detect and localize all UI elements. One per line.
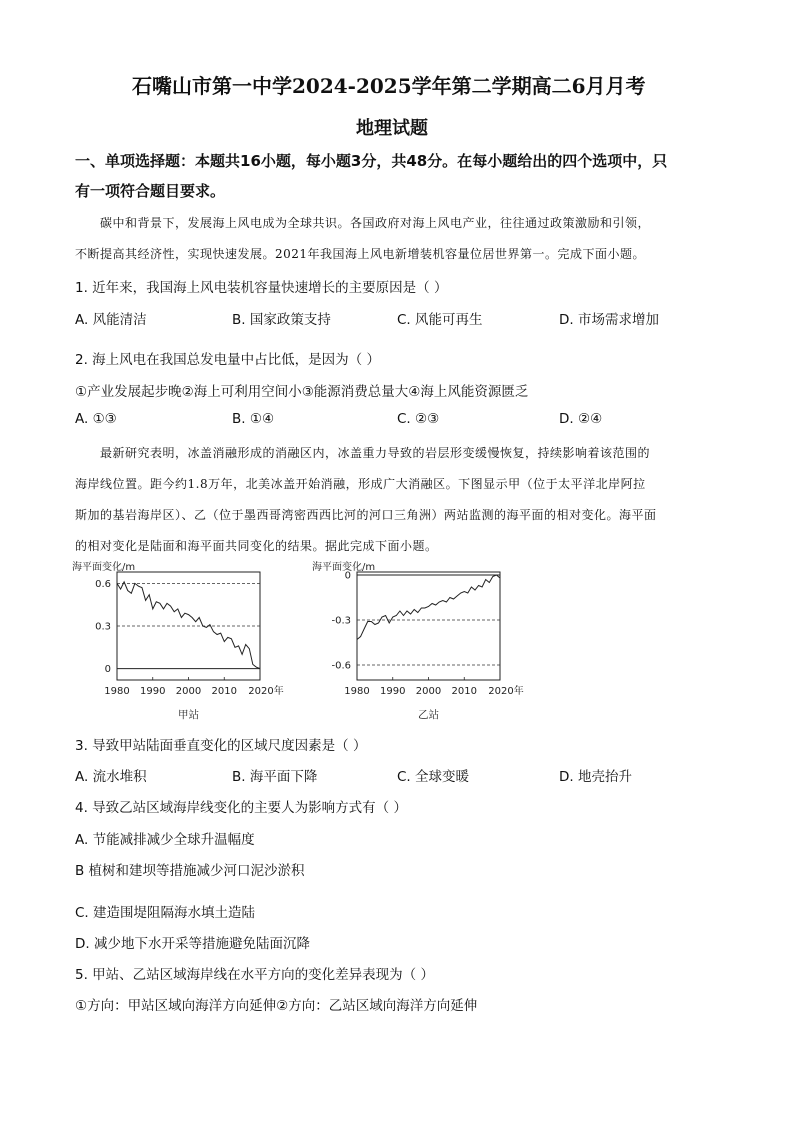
x-tick-label: 2020年 xyxy=(488,686,524,697)
passage2-line2: 海岸线位置。距今约1.8万年，北美冰盖开始消融，形成广大消融区。下图显示甲（位于太平洋北岸阿拉 xyxy=(75,477,646,491)
q4-option-b[interactable]: B 植树和建坝等措施减少河口泥沙淤积 xyxy=(75,863,305,879)
question-5-statements: ①方向：甲站区域向海洋方向延伸②方向：乙站区域向海洋方向延伸 xyxy=(75,998,478,1014)
q3-option-c[interactable]: C. 全球变暖 xyxy=(397,769,470,785)
section-heading-line2: 有一项符合题目要求。 xyxy=(75,182,226,200)
chart-frame xyxy=(357,572,500,680)
x-tick-label: 2000 xyxy=(175,686,202,697)
passage2-line1: 最新研究表明，冰盖消融形成的消融区内，冰盖重力导致的岩层形变缓慢恢复，持续影响着该范围的 xyxy=(100,446,651,460)
q1-option-d[interactable]: D. 市场需求增加 xyxy=(559,312,659,328)
q1-option-c[interactable]: C. 风能可再生 xyxy=(397,312,483,328)
q3-option-a[interactable]: A. 流水堆积 xyxy=(75,769,147,785)
sea-level-chart-station-b xyxy=(302,560,542,726)
chart-y-axis-label: 海平面变化/m xyxy=(72,562,136,573)
question-2-statements: ①产业发展起步晚②海上可利用空间小③能源消费总量大④海上风能资源匮乏 xyxy=(75,384,529,400)
question-1-stem: 1. 近年来，我国海上风电装机容量快速增长的主要原因是（ ） xyxy=(75,280,448,296)
chart-y-axis-label: 海平面变化/m xyxy=(312,562,376,573)
x-tick-label: 2000 xyxy=(415,686,442,697)
y-tick-label: 0 xyxy=(104,664,111,676)
passage1-line1: 碳中和背景下，发展海上风电成为全球共识。各国政府对海上风电产业，往往通过政策激励和引领， xyxy=(100,216,651,230)
x-tick-label: 1990 xyxy=(140,686,166,697)
station-caption: 甲站 xyxy=(178,709,199,721)
q4-option-c[interactable]: C. 建造围堤阻隔海水填土造陆 xyxy=(75,905,256,921)
station-caption: 乙站 xyxy=(418,709,439,721)
sea-level-chart-station-a xyxy=(62,560,302,726)
x-tick-label: 2010 xyxy=(451,686,477,697)
question-4-stem: 4. 导致乙站区域海岸线变化的主要人为影响方式有（ ） xyxy=(75,800,407,816)
x-tick-label: 1980 xyxy=(344,686,370,697)
q4-option-a[interactable]: A. 节能减排减少全球升温幅度 xyxy=(75,832,255,848)
q2-option-b[interactable]: B. ①④ xyxy=(232,411,275,427)
q1-option-a[interactable]: A. 风能清洁 xyxy=(75,312,147,328)
y-tick-label: 0 xyxy=(344,570,351,582)
section-heading-line1: 一、单项选择题：本题共16小题，每小题3分，共48分。在每小题给出的四个选项中，只 xyxy=(75,152,668,170)
q3-option-b[interactable]: B. 海平面下降 xyxy=(232,769,318,785)
passage2-line4: 的相对变化是陆面和海平面共同变化的结果。据此完成下面小题。 xyxy=(75,539,438,553)
y-tick-label: -0.3 xyxy=(331,615,351,627)
y-tick-label: 0.3 xyxy=(95,621,111,633)
question-2-stem: 2. 海上风电在我国总发电量中占比低，是因为（ ） xyxy=(75,352,380,368)
q2-option-c[interactable]: C. ②③ xyxy=(397,411,440,427)
x-tick-label: 2010 xyxy=(211,686,237,697)
exam-title: 石嘴山市第一中学2024-2025学年第二学期高二6月月考 xyxy=(132,74,646,98)
q1-option-b[interactable]: B. 国家政策支持 xyxy=(232,312,331,328)
sea-level-series-line xyxy=(117,582,260,669)
passage1-line2: 不断提高其经济性，实现快速发展。2021年我国海上风电新增装机容量位居世界第一。完成下面小题。 xyxy=(75,247,646,261)
y-tick-label: 0.6 xyxy=(95,578,111,590)
passage2-line3: 斯加的基岩海岸区）、乙（位于墨西哥湾密西西比河的河口三角洲）两站监测的海平面的相对变化。海平面 xyxy=(75,508,657,522)
y-tick-label: -0.6 xyxy=(331,660,351,672)
q3-option-d[interactable]: D. 地壳抬升 xyxy=(559,769,632,785)
x-tick-label: 2020年 xyxy=(248,686,284,697)
sea-level-series-line xyxy=(357,575,500,640)
subject-title: 地理试题 xyxy=(356,118,428,139)
x-tick-label: 1980 xyxy=(104,686,130,697)
q4-option-d[interactable]: D. 减少地下水开采等措施避免陆面沉降 xyxy=(75,936,310,952)
q2-option-a[interactable]: A. ①③ xyxy=(75,411,117,427)
q2-option-d[interactable]: D. ②④ xyxy=(559,411,603,427)
question-5-stem: 5. 甲站、乙站区域海岸线在水平方向的变化差异表现为（ ） xyxy=(75,967,434,983)
x-tick-label: 1990 xyxy=(380,686,406,697)
question-3-stem: 3. 导致甲站陆面垂直变化的区域尺度因素是（ ） xyxy=(75,738,367,754)
